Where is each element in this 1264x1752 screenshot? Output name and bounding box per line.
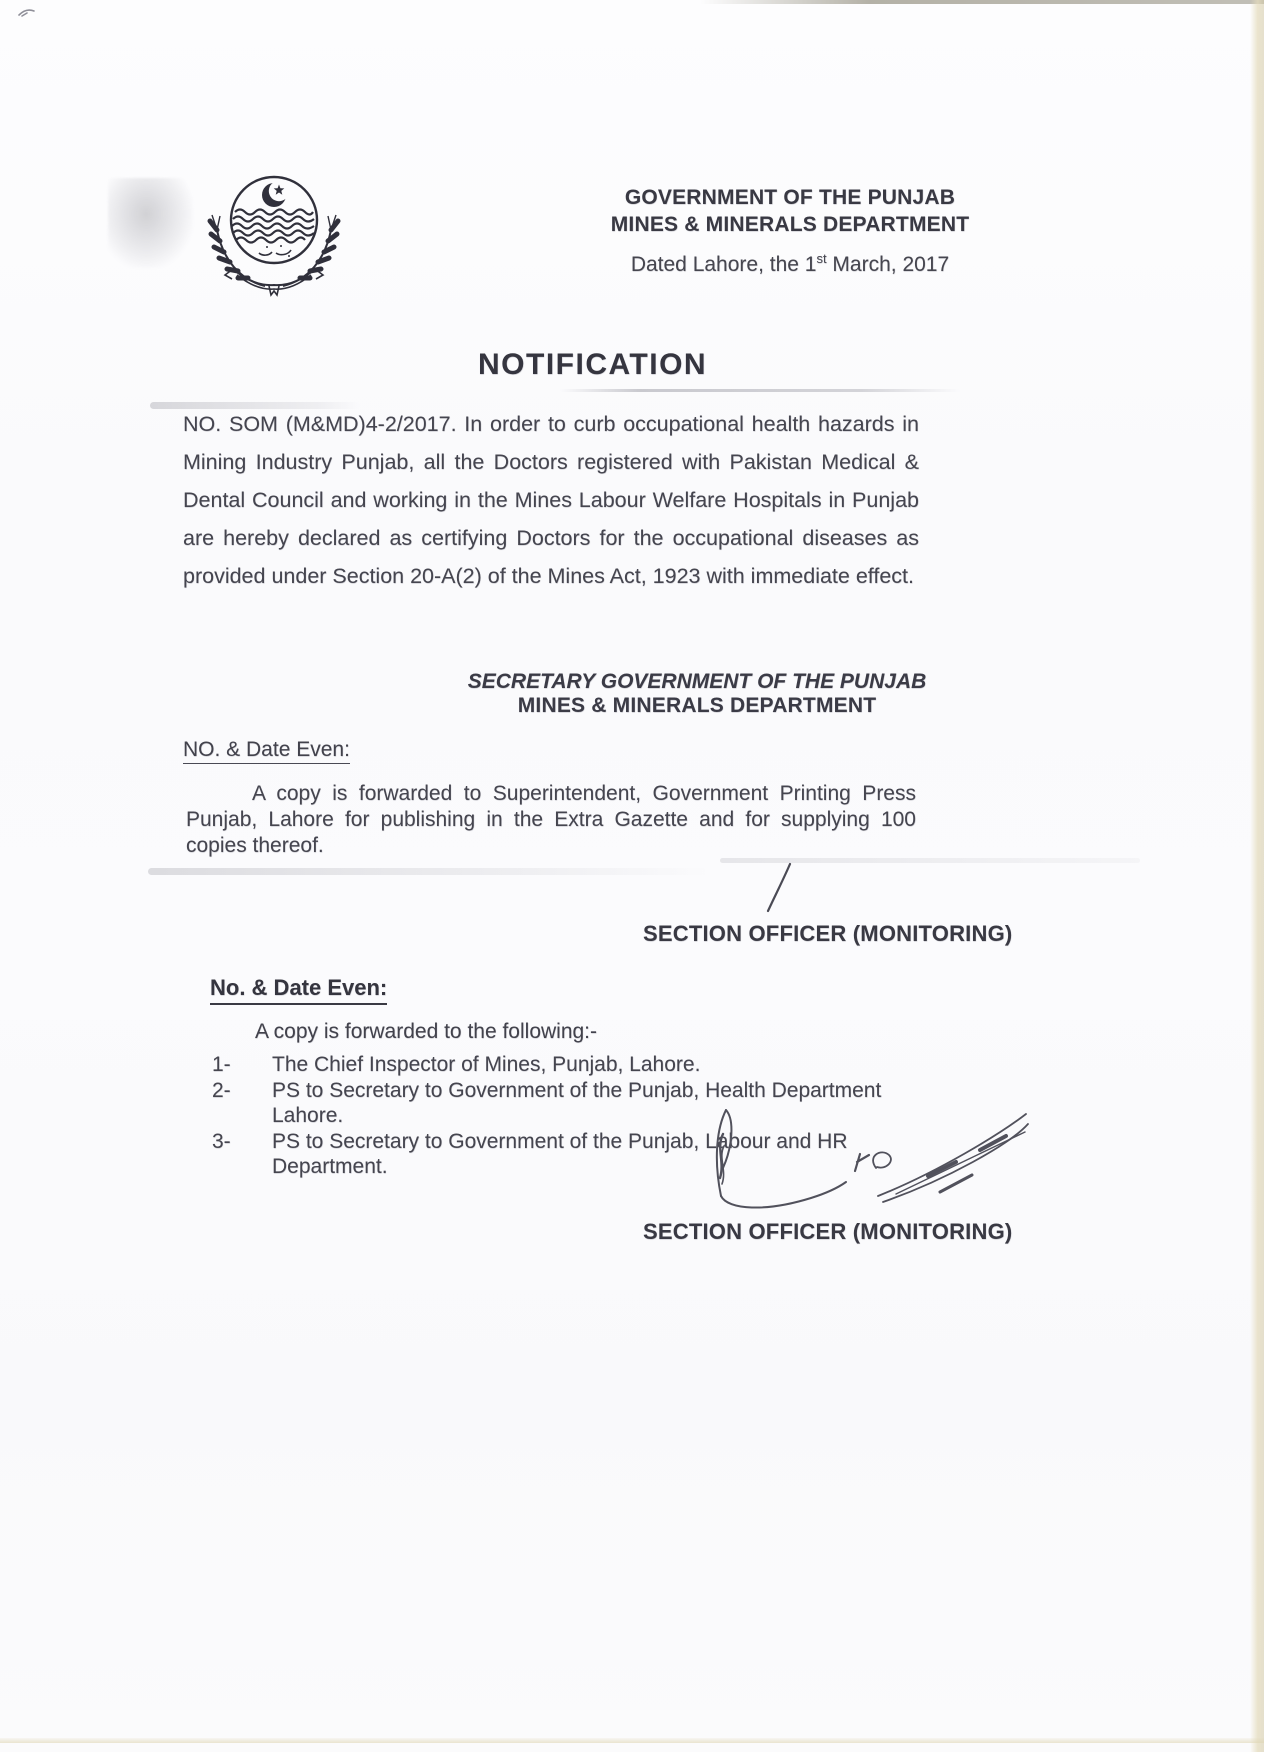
distribution-lead-line: A copy is forwarded to the following:- <box>255 1020 598 1043</box>
scan-smudge <box>108 178 193 268</box>
list-item-text: PS to Secretary to Government of the Punjab, Health Department Lahore. <box>272 1078 882 1127</box>
department-name-line2: MINES & MINERALS DEPARTMENT <box>610 213 970 236</box>
scan-edge-bottom <box>0 1738 1264 1743</box>
list-item <box>212 1052 952 1078</box>
date-line <box>560 251 1020 277</box>
list-item-number: 1- <box>212 1053 231 1076</box>
scan-edge-top <box>700 0 1264 4</box>
list-item-number: 2- <box>212 1078 231 1102</box>
punjab-government-emblem-icon <box>195 168 355 300</box>
scan-crease <box>148 868 708 875</box>
date-ordinal-superscript: st <box>816 251 827 266</box>
list-item-number: 3- <box>212 1129 231 1153</box>
signatory-title-line2: MINES & MINERALS DEPARTMENT <box>517 694 877 717</box>
handwritten-signature <box>628 1104 1038 1222</box>
date-text: Dated Lahore, the 1 <box>630 253 817 276</box>
section-officer-designation-1: SECTION OFFICER (MONITORING) <box>643 921 1013 946</box>
signatory-block <box>395 670 999 718</box>
scan-edge-right <box>1250 0 1264 1752</box>
forwarding-paragraph: A copy is forwarded to Superintendent, Government Printing Press Punjab, Lahore for publishing in the Extra Gazette and for supplying 100 copies thereof. <box>186 782 916 857</box>
page-title: NOTIFICATION <box>478 348 708 381</box>
reference-label-1: NO. & Date Even: <box>183 738 350 764</box>
section-officer-designation-2: SECTION OFFICER (MONITORING) <box>643 1219 1013 1244</box>
pen-mark <box>16 6 42 20</box>
notification-body-paragraph: NO. SOM (M&MD)4-2/2017. In order to curb occupational health hazards in Mining Industry Punjab, all the Doctors registered with Pakistan Medical & Dental Council and working in the Mines Labour Welfare Hospitals in Punjab are hereby declared as certifying Doctors for the occupational diseases as provided under Section 20-A(2) of the Mines Act, 1923 with immediate effect. <box>183 412 919 588</box>
initial-signature-mark <box>758 860 798 916</box>
list-item-text: PS to Secretary to Government of the Punjab, Labour and HR Department. <box>272 1129 848 1178</box>
date-text-suffix: March, 2017 <box>826 253 950 276</box>
department-name-line1: GOVERNMENT OF THE PUNJAB <box>624 186 956 209</box>
scan-crease <box>560 389 960 392</box>
letterhead <box>560 184 1020 277</box>
reference-label-2: No. & Date Even: <box>210 975 387 1005</box>
signatory-title-line1: SECRETARY GOVERNMENT OF THE PUNJAB <box>467 670 927 693</box>
list-item-text: The Chief Inspector of Mines, Punjab, Lahore. <box>272 1053 701 1076</box>
